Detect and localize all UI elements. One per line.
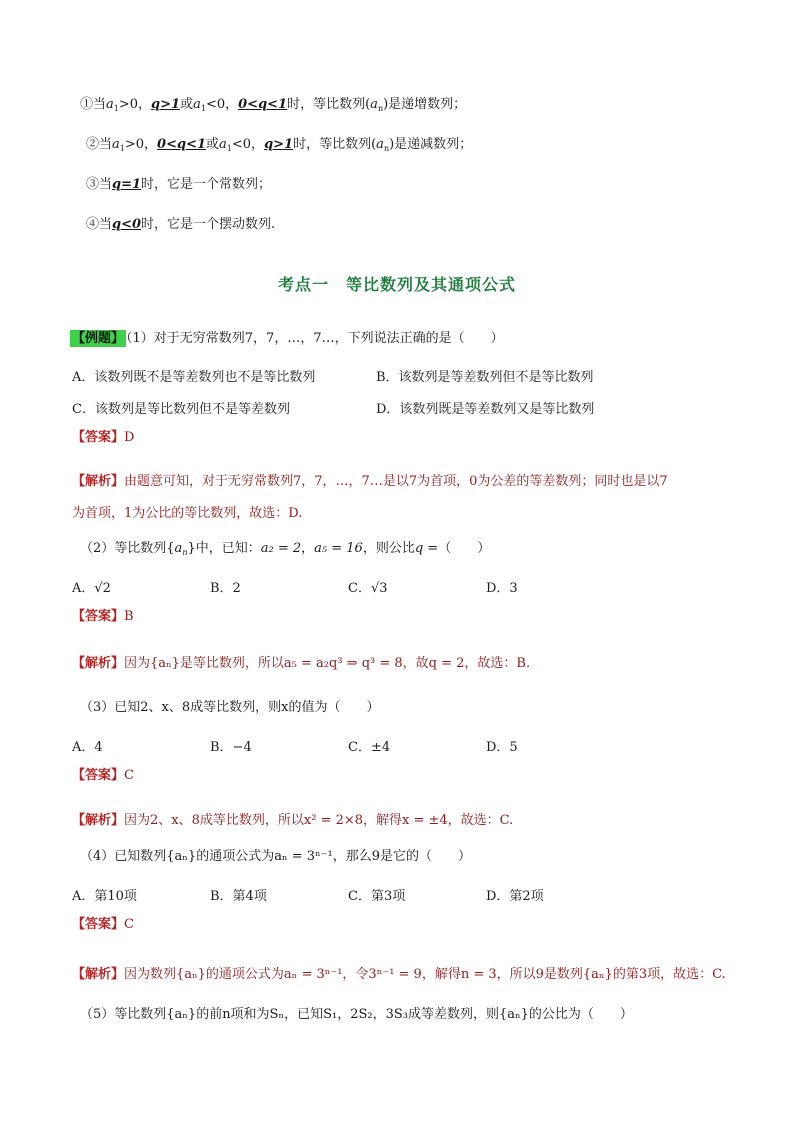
- answer-row: [72, 767, 134, 785]
- option-d: D．该数列既是等差数列又是等比数列: [376, 402, 595, 417]
- question-2-stem: [80, 540, 490, 562]
- property-item-4: [86, 216, 275, 234]
- item-text: 或: [180, 97, 194, 112]
- answer-row: [72, 429, 134, 447]
- question-3-stem: （3）已知2、x、8成等比数列，则x的值为（ ）: [80, 700, 380, 715]
- math-var: a: [112, 137, 120, 152]
- math-sub: n: [383, 144, 390, 153]
- item-text: >0，: [118, 97, 152, 112]
- answer-label: 【答案】: [72, 430, 125, 445]
- answer-label: 【答案】: [72, 768, 125, 783]
- math-var: a: [174, 541, 183, 556]
- item-text: 时，它是一个常数列；: [141, 177, 272, 192]
- math-expr: q =: [414, 541, 439, 556]
- analysis-label: 【解析】: [72, 813, 125, 828]
- stem-text: ，则公比: [362, 541, 415, 556]
- option-a: A．该数列既不是等差数列也不是等比数列: [72, 370, 316, 385]
- example-tag: 【例题】: [72, 331, 125, 346]
- stem-text: （1）对于无穷常数列7，7，…，7…，下列说法正确的是（ ）: [126, 331, 504, 346]
- analysis-row-continued: [72, 505, 302, 523]
- answer-value: D: [124, 430, 135, 445]
- item-text: )是递减数列；: [389, 137, 473, 152]
- option-b: B．−4: [210, 740, 252, 755]
- math-sub: 1: [119, 144, 125, 153]
- math-expr: a₂ = 2: [260, 541, 302, 556]
- option-a: A．第10项: [72, 889, 137, 904]
- item-text: >0，: [124, 137, 158, 152]
- analysis-row: [72, 812, 513, 830]
- option-c: C．√3: [348, 581, 388, 596]
- stem-text: }中，已知：: [187, 541, 261, 556]
- item-text: ②当: [86, 137, 113, 152]
- answer-row: [72, 608, 134, 626]
- item-text: ③当: [86, 177, 113, 192]
- analysis-label: 【解析】: [72, 474, 125, 489]
- math-cond: q=1: [112, 177, 142, 192]
- analysis-text: 因为2、x、8成等比数列，所以x² = 2×8，解得x = ±4，故选：C.: [124, 813, 514, 828]
- analysis-text: 为首项，1为公比的等比数列，故选：D.: [72, 506, 303, 521]
- item-text: <0，: [231, 137, 265, 152]
- answer-label: 【答案】: [72, 609, 125, 624]
- analysis-text: 由题意可知，对于无穷常数列7，7，…，7…是以7为首项，0为公差的等差数列；同时也是以7: [124, 474, 668, 489]
- math-cond: 0<q<1: [157, 137, 207, 152]
- answer-label: 【答案】: [72, 917, 125, 932]
- option-c: C．±4: [348, 740, 391, 755]
- option-b: B．2: [210, 581, 241, 596]
- analysis-row: [72, 966, 726, 984]
- math-var: a: [370, 97, 378, 112]
- math-var: a: [193, 97, 201, 112]
- math-cond: q>1: [151, 97, 181, 112]
- math-var: a: [106, 97, 114, 112]
- section-title: 考点一 等比数列及其通项公式: [277, 275, 516, 294]
- analysis-row: [72, 473, 668, 491]
- stem-text: ，: [301, 541, 315, 556]
- item-text: 时，等比数列(: [293, 137, 377, 152]
- question-5-stem: （5）等比数列{aₙ}的前n项和为Sₙ，已知S₁，2S₂，3S₃成等差数列，则{aₙ}的公比为（ ）: [80, 1007, 633, 1022]
- math-sub: n: [377, 104, 384, 113]
- math-var: a: [219, 137, 227, 152]
- question-4-stem: （4）已知数列{aₙ}的通项公式为aₙ = 3ⁿ⁻¹，那么9是它的（ ）: [80, 849, 471, 864]
- math-sub: 1: [113, 104, 119, 113]
- option-b: B．该数列是等差数列但不是等比数列: [376, 370, 594, 385]
- item-text: ④当: [86, 217, 113, 232]
- answer-value: C: [124, 917, 134, 932]
- analysis-row: [72, 655, 530, 673]
- property-item-3: [86, 176, 271, 194]
- math-var: a: [376, 137, 384, 152]
- option-a: A．√2: [72, 581, 111, 596]
- item-text: 时，它是一个摆动数列.: [141, 217, 276, 232]
- analysis-label: 【解析】: [72, 967, 125, 982]
- math-expr: a₅ = 16: [314, 541, 363, 556]
- math-sub: 1: [200, 104, 206, 113]
- property-item-1: [80, 96, 466, 118]
- item-text: ①当: [80, 97, 107, 112]
- option-c: C．该数列是等比数列但不是等差数列: [72, 402, 290, 417]
- option-d: D．5: [486, 740, 518, 755]
- property-item-2: [86, 136, 472, 158]
- answer-row: [72, 916, 134, 934]
- math-cond: q>1: [264, 137, 294, 152]
- option-b: B．第4项: [210, 889, 267, 904]
- option-d: D．3: [486, 581, 518, 596]
- answer-value: B: [124, 609, 134, 624]
- item-text: 时，等比数列(: [287, 97, 371, 112]
- answer-value: C: [124, 768, 134, 783]
- question-1-stem: [70, 330, 504, 348]
- math-sub: n: [182, 548, 188, 557]
- option-a: A．4: [72, 740, 103, 755]
- stem-text: （2）等比数列{: [80, 541, 175, 556]
- stem-text: （ ）: [438, 541, 491, 556]
- item-text: )是递增数列；: [383, 97, 467, 112]
- analysis-label: 【解析】: [72, 656, 125, 671]
- math-sub: 1: [226, 144, 232, 153]
- analysis-text: 因为{aₙ}是等比数列，所以a₅ = a₂q³ ⇒ q³ = 8，故q = 2，故选：B.: [124, 656, 531, 671]
- option-d: D．第2项: [486, 889, 544, 904]
- math-cond: 0<q<1: [238, 97, 288, 112]
- option-c: C．第3项: [348, 889, 406, 904]
- item-text: <0，: [205, 97, 239, 112]
- item-text: 或: [206, 137, 220, 152]
- analysis-text: 因为数列{aₙ}的通项公式为aₙ = 3ⁿ⁻¹，令3ⁿ⁻¹ = 9，解得n = 3，所以9是数列{aₙ}的第3项，故选：C.: [124, 967, 726, 982]
- math-cond: q<0: [112, 217, 142, 232]
